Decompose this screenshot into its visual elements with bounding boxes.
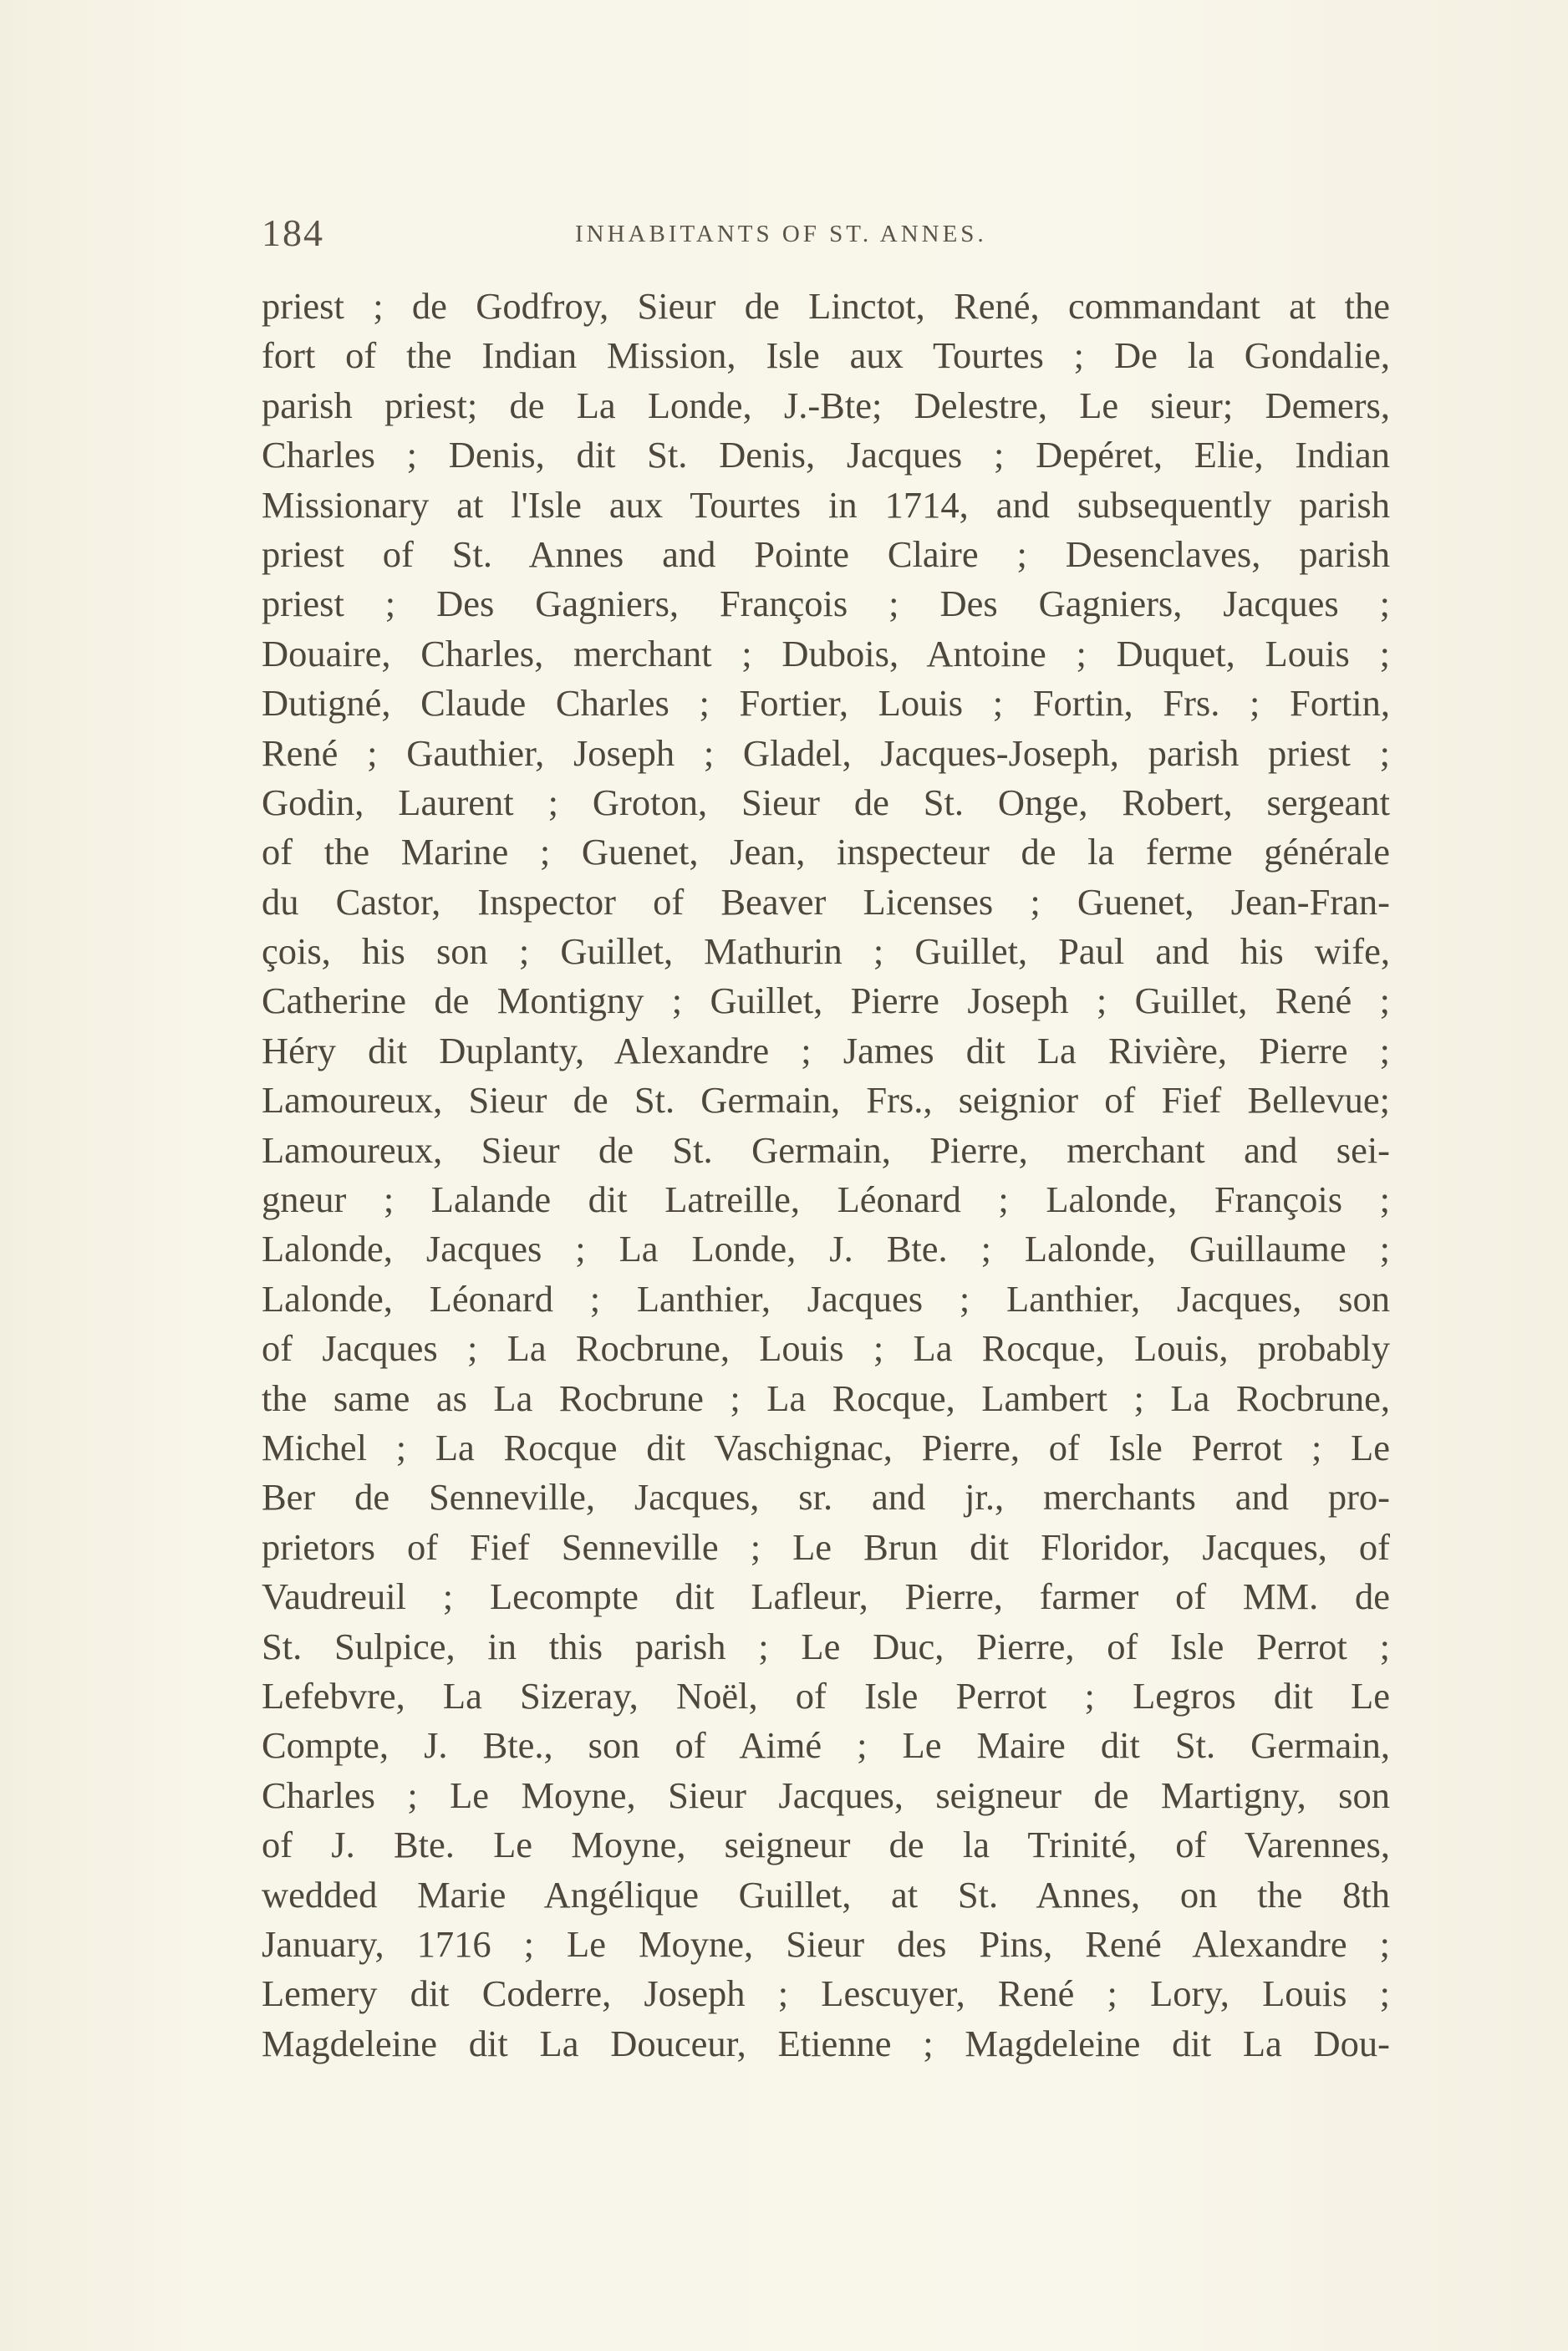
text-line: Lalonde, Jacques ; La Londe, J. Bte. ; Lalonde, Guillaume ;	[262, 1228, 1390, 1270]
text-line: Charles ; Le Moyne, Sieur Jacques, seigneur de Martigny, son	[262, 1773, 1390, 1816]
text-line: Ber de Senneville, Jacques, sr. and jr., merchants and pro-	[262, 1476, 1390, 1519]
text-line: the same as La Rocbrune ; La Rocque, Lambert ; La Rocbrune,	[262, 1377, 1390, 1419]
text-line: parish priest; de La Londe, J.-Bte; Delestre, Le sieur; Demers,	[262, 384, 1390, 426]
running-head: INHABITANTS OF ST. ANNES.	[575, 221, 987, 247]
text-line: gneur ; Lalande dit Latreille, Léonard ; Lalonde, François ;	[262, 1178, 1390, 1221]
text-line: priest of St. Annes and Pointe Claire ; Desenclaves, parish	[262, 532, 1390, 575]
text-line: of the Marine ; Guenet, Jean, inspecteur de la ferme générale	[262, 831, 1390, 873]
text-line: Michel ; La Rocque dit Vaschignac, Pierre, of Isle Perrot ; Le	[262, 1426, 1390, 1468]
text-line: Lefebvre, La Sizeray, Noël, of Isle Perrot ; Legros dit Le	[262, 1674, 1390, 1717]
text-line: du Castor, Inspector of Beaver Licenses ; Guenet, Jean-Fran-	[262, 880, 1390, 923]
text-line: Lamoureux, Sieur de St. Germain, Pierre, merchant and sei-	[262, 1128, 1390, 1171]
text-line: Lamoureux, Sieur de St. Germain, Frs., seignior of Fief Bellevue;	[262, 1079, 1390, 1122]
text-line: of J. Bte. Le Moyne, seigneur de la Trinité, of Varennes,	[262, 1824, 1390, 1866]
text-line: St. Sulpice, in this parish ; Le Duc, Pierre, of Isle Perrot ;	[262, 1625, 1390, 1667]
text-line: Magdeleine dit La Douceur, Etienne ; Magdeleine dit La Dou-	[262, 2022, 1390, 2064]
body-text	[262, 282, 1390, 2069]
text-line: of Jacques ; La Rocbrune, Louis ; La Rocque, Louis, probably	[262, 1327, 1390, 1370]
text-line: prietors of Fief Senneville ; Le Brun dit Floridor, Jacques, of	[262, 1525, 1390, 1568]
text-line: René ; Gauthier, Joseph ; Gladel, Jacques-Joseph, parish priest ;	[262, 731, 1390, 774]
text-line: Catherine de Montigny ; Guillet, Pierre Joseph ; Guillet, René ;	[262, 980, 1390, 1022]
text-line: Charles ; Denis, dit St. Denis, Jacques ; Depéret, Elie, Indian	[262, 434, 1390, 476]
page-number: 184	[262, 211, 324, 254]
text-line: Dutigné, Claude Charles ; Fortier, Louis ; Fortin, Frs. ; Fortin,	[262, 682, 1390, 725]
text-line: çois, his son ; Guillet, Mathurin ; Guillet, Paul and his wife,	[262, 930, 1390, 973]
text-line: Héry dit Duplanty, Alexandre ; James dit La Rivière, Pierre ;	[262, 1029, 1390, 1071]
text-line: Vaudreuil ; Lecompte dit Lafleur, Pierre, farmer of MM. de	[262, 1575, 1390, 1618]
text-line: Compte, J. Bte., son of Aimé ; Le Maire dit St. Germain,	[262, 1724, 1390, 1767]
page-header	[262, 211, 1386, 261]
text-line: fort of the Indian Mission, Isle aux Tourtes ; De la Gondalie,	[262, 334, 1390, 377]
text-line: priest ; de Godfroy, Sieur de Linctot, René, commandant at the	[262, 285, 1390, 327]
text-line: Godin, Laurent ; Groton, Sieur de St. Onge, Robert, sergeant	[262, 781, 1390, 823]
text-line: priest ; Des Gagniers, François ; Des Gagniers, Jacques ;	[262, 583, 1390, 625]
text-line: wedded Marie Angélique Guillet, at St. Annes, on the 8th	[262, 1873, 1390, 1916]
text-line: Lemery dit Coderre, Joseph ; Lescuyer, René ; Lory, Louis ;	[262, 1972, 1390, 2015]
text-line: Lalonde, Léonard ; Lanthier, Jacques ; Lanthier, Jacques, son	[262, 1277, 1390, 1320]
text-line: January, 1716 ; Le Moyne, Sieur des Pins, René Alexandre ;	[262, 1922, 1390, 1965]
text-line: Missionary at l'Isle aux Tourtes in 1714, and subsequently parish	[262, 483, 1390, 526]
text-line: Douaire, Charles, merchant ; Dubois, Antoine ; Duquet, Louis ;	[262, 632, 1390, 674]
